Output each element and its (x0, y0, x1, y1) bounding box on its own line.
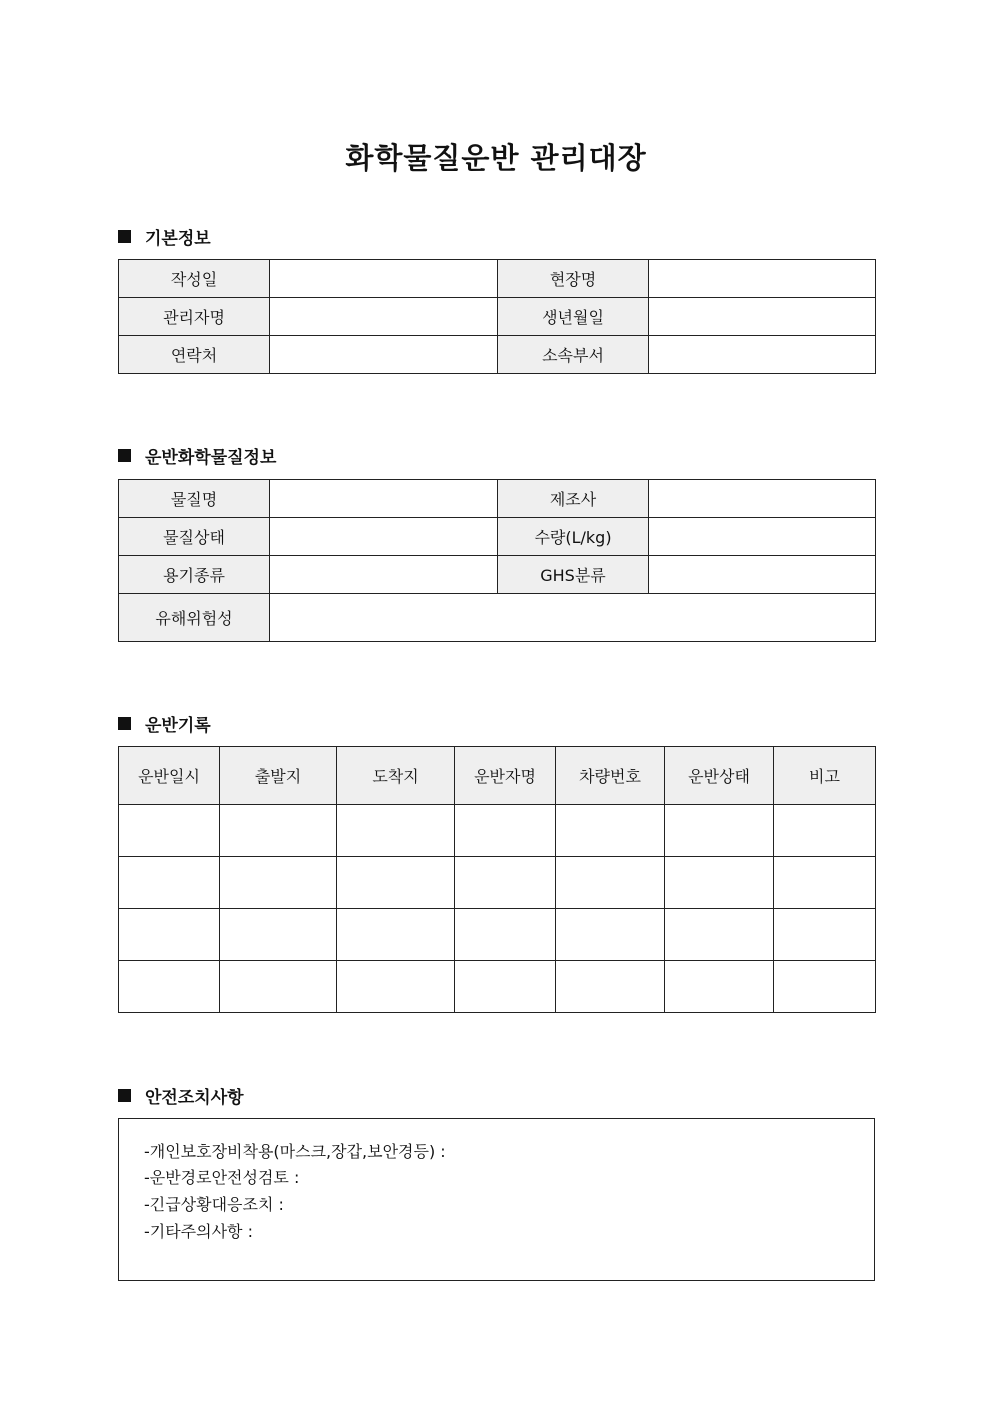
label-cell: 용기종류 (119, 556, 270, 594)
page-title: 화학물질운반 관리대장 (345, 141, 647, 175)
log-cell[interactable] (119, 961, 220, 1013)
safety-item: -운반경로안전성검토 : (144, 1168, 300, 1187)
log-cell[interactable] (220, 961, 337, 1013)
table-row (119, 480, 876, 518)
value-cell[interactable] (649, 518, 876, 556)
label-cell: 수량(L/kg) (498, 518, 649, 556)
value-cell[interactable] (270, 336, 498, 374)
chemical-info-table (118, 479, 876, 642)
log-cell[interactable] (556, 805, 665, 857)
log-cell[interactable] (119, 857, 220, 909)
value-cell[interactable] (649, 480, 876, 518)
log-cell[interactable] (220, 909, 337, 961)
value-cell[interactable] (649, 556, 876, 594)
section-safety (118, 1083, 244, 1108)
log-cell[interactable] (337, 909, 455, 961)
value-cell[interactable] (270, 556, 498, 594)
value-cell[interactable] (270, 298, 498, 336)
table-row (119, 518, 876, 556)
log-cell[interactable] (455, 961, 556, 1013)
value-cell[interactable] (649, 336, 876, 374)
safety-box (118, 1118, 875, 1281)
log-cell[interactable] (119, 805, 220, 857)
table-row (119, 857, 876, 909)
section-transport-log (118, 711, 211, 736)
log-cell[interactable] (774, 909, 876, 961)
label-cell: 생년월일 (498, 298, 649, 336)
hazard-value-cell[interactable] (270, 594, 876, 642)
table-row (119, 961, 876, 1013)
log-cell[interactable] (556, 961, 665, 1013)
section-heading: 운반기록 (145, 716, 211, 736)
log-cell[interactable] (455, 909, 556, 961)
column-header: 차량번호 (556, 747, 665, 805)
column-header: 운반일시 (119, 747, 220, 805)
label-cell: 물질상태 (119, 518, 270, 556)
value-cell[interactable] (270, 518, 498, 556)
table-row (119, 336, 876, 374)
table-row (119, 556, 876, 594)
section-heading: 운반화학물질정보 (145, 448, 277, 468)
value-cell[interactable] (270, 480, 498, 518)
table-row (119, 298, 876, 336)
log-cell[interactable] (774, 805, 876, 857)
log-cell[interactable] (337, 857, 455, 909)
log-cell[interactable] (119, 909, 220, 961)
label-cell: 유해위험성 (119, 594, 270, 642)
value-cell[interactable] (270, 260, 498, 298)
log-cell[interactable] (455, 805, 556, 857)
table-row (119, 909, 876, 961)
label-cell: GHS분류 (498, 556, 649, 594)
section-heading: 안전조치사항 (145, 1088, 244, 1108)
square-bullet-icon (118, 717, 131, 730)
log-cell[interactable] (337, 805, 455, 857)
value-cell[interactable] (649, 260, 876, 298)
value-cell[interactable] (649, 298, 876, 336)
column-header: 운반상태 (665, 747, 774, 805)
log-cell[interactable] (665, 961, 774, 1013)
log-cell[interactable] (774, 961, 876, 1013)
safety-item: -기타주의사항 : (144, 1222, 253, 1241)
basic-info-table (118, 259, 876, 374)
section-basic-info (118, 224, 211, 249)
table-row (119, 260, 876, 298)
log-cell[interactable] (665, 857, 774, 909)
log-cell[interactable] (665, 909, 774, 961)
label-cell: 제조사 (498, 480, 649, 518)
section-chemical-info (118, 443, 276, 468)
section-heading: 기본정보 (145, 229, 211, 249)
label-cell: 물질명 (119, 480, 270, 518)
column-header: 도착지 (337, 747, 455, 805)
log-cell[interactable] (556, 857, 665, 909)
column-header: 운반자명 (455, 747, 556, 805)
transport-log-table (118, 746, 876, 1013)
log-cell[interactable] (220, 805, 337, 857)
label-cell: 연락처 (119, 336, 270, 374)
column-header: 비고 (774, 747, 876, 805)
square-bullet-icon (118, 449, 131, 462)
log-cell[interactable] (665, 805, 774, 857)
table-row (119, 805, 876, 857)
safety-item: -긴급상황대응조치 : (144, 1195, 284, 1214)
log-cell[interactable] (337, 961, 455, 1013)
label-cell: 관리자명 (119, 298, 270, 336)
label-cell: 소속부서 (498, 336, 649, 374)
square-bullet-icon (118, 230, 131, 243)
square-bullet-icon (118, 1089, 131, 1102)
log-cell[interactable] (556, 909, 665, 961)
log-cell[interactable] (774, 857, 876, 909)
safety-item: -개인보호장비착용(마스크,장갑,보안경등) : (144, 1142, 446, 1161)
header-row (119, 747, 876, 805)
log-cell[interactable] (455, 857, 556, 909)
column-header: 출발지 (220, 747, 337, 805)
log-cell[interactable] (220, 857, 337, 909)
label-cell: 현장명 (498, 260, 649, 298)
label-cell: 작성일 (119, 260, 270, 298)
